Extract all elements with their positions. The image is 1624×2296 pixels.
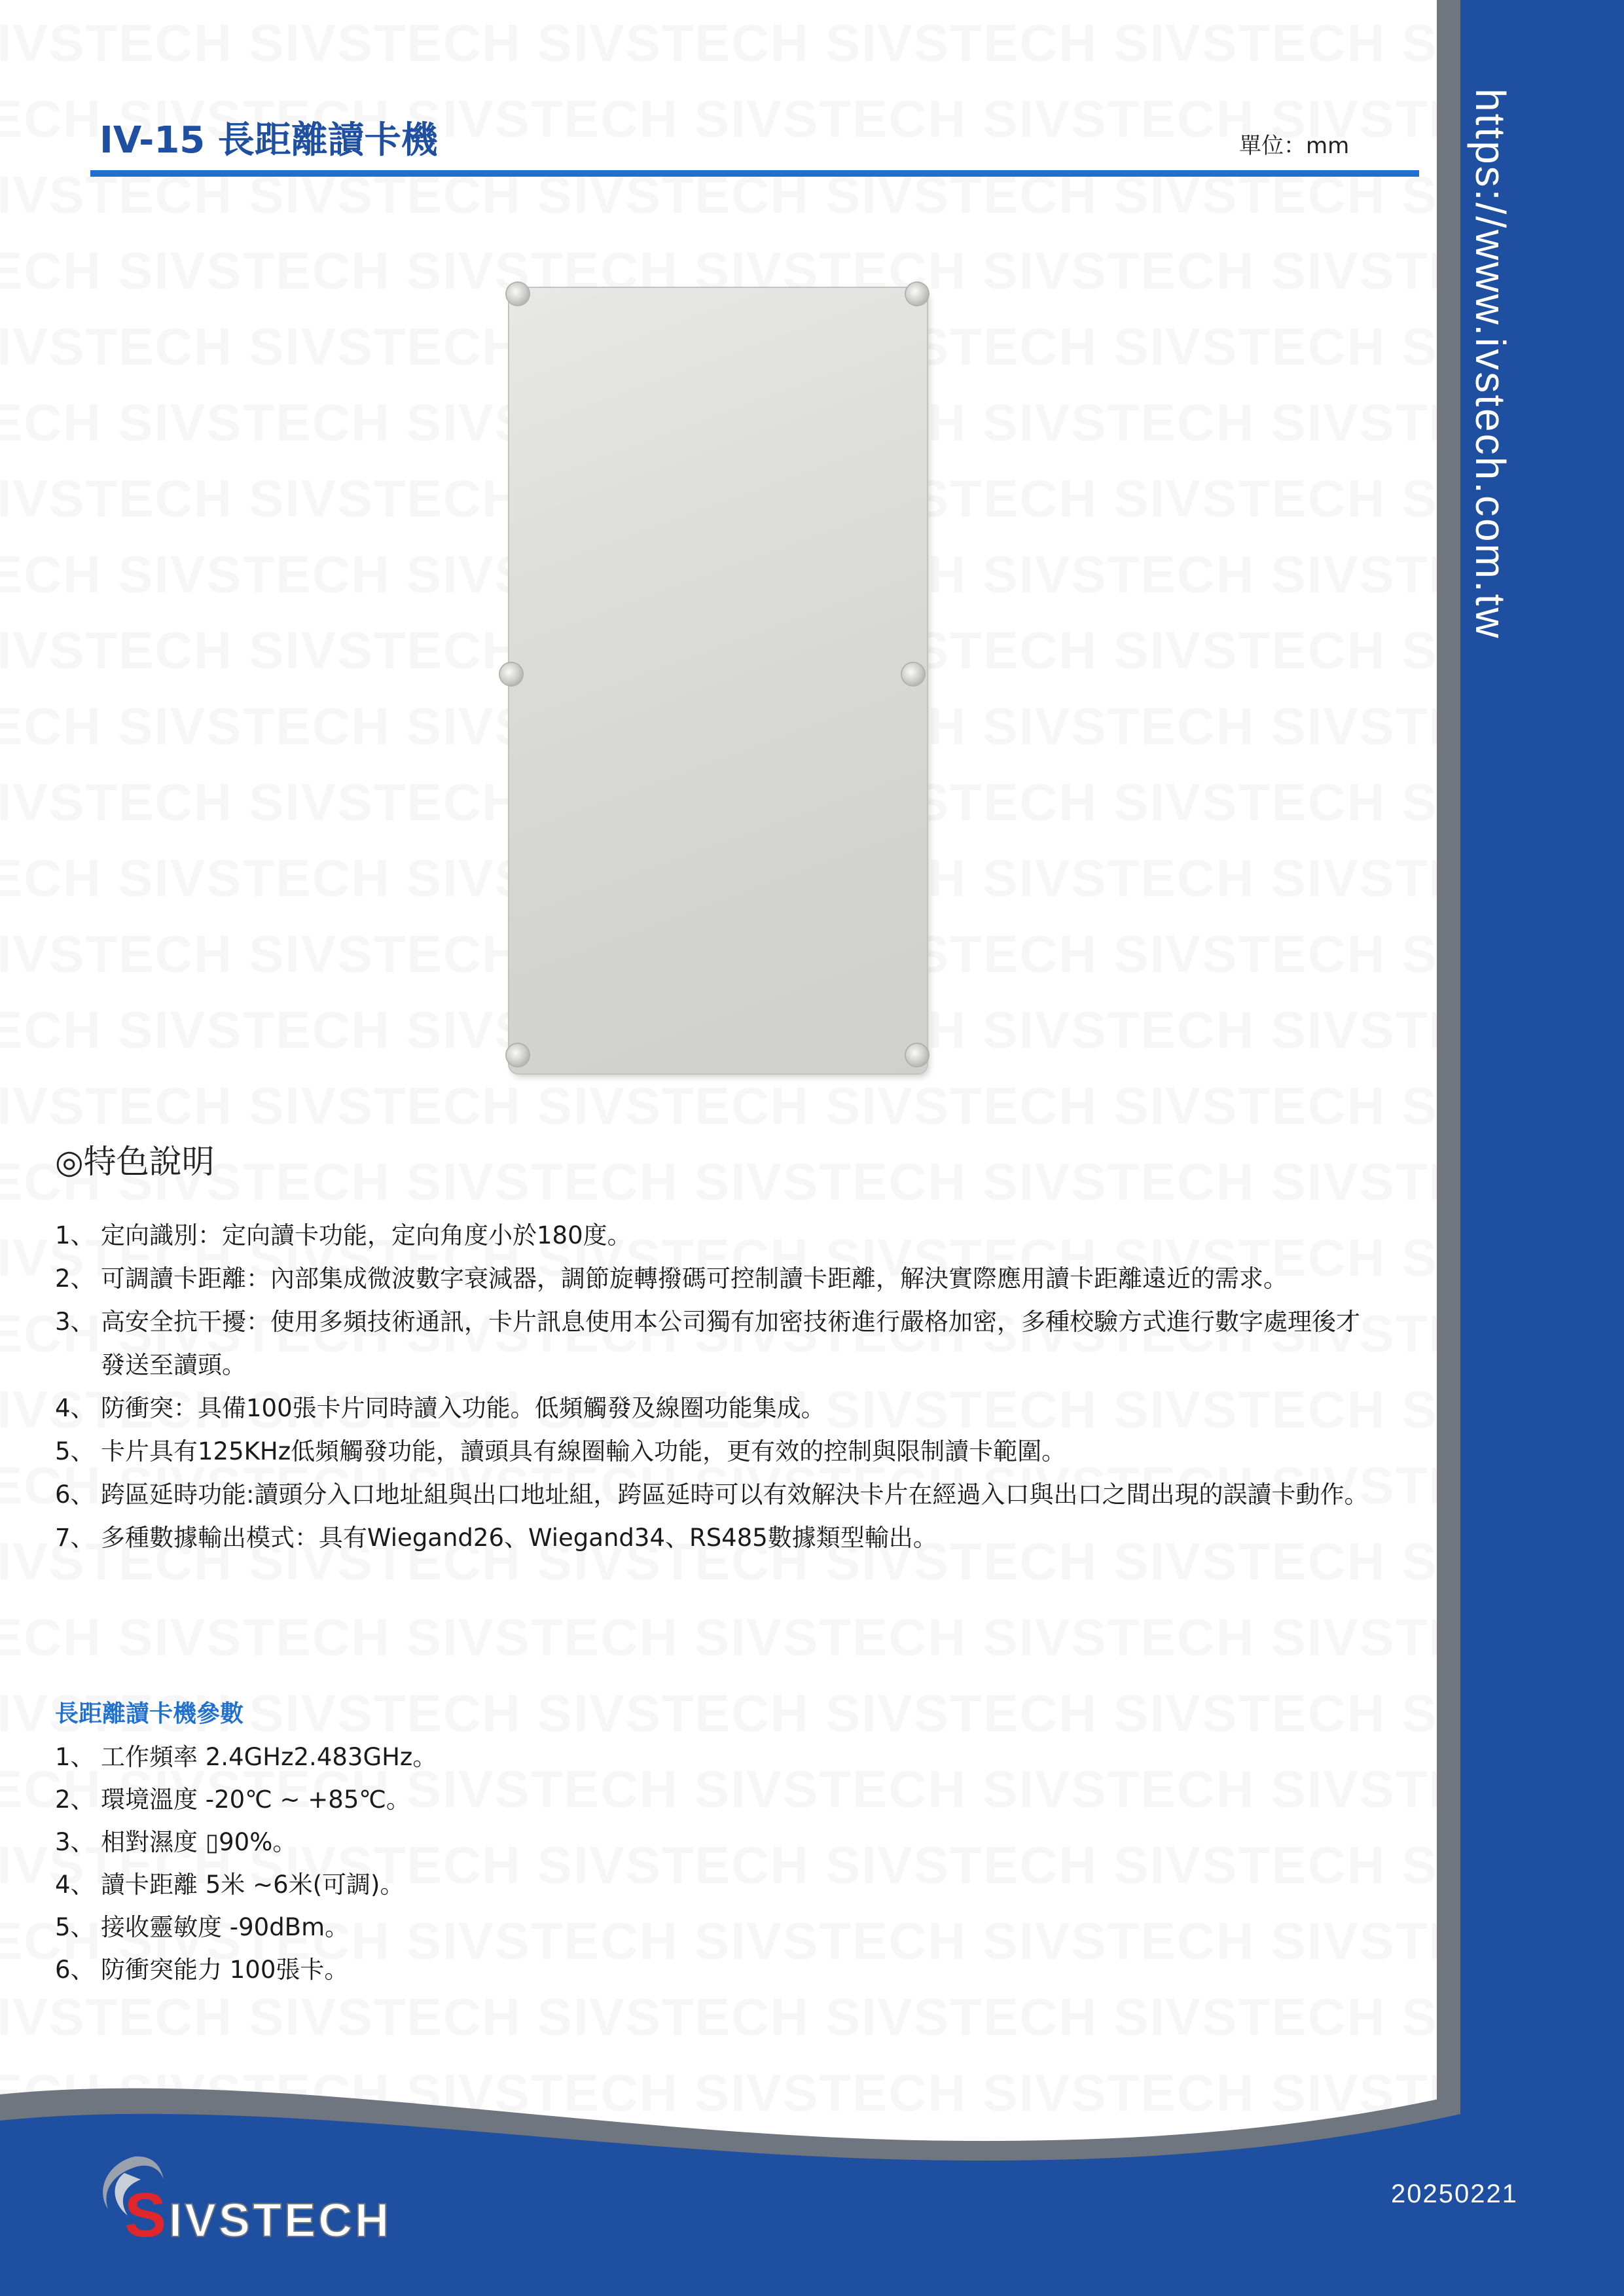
logo-wordmark-rest: IVSTECH bbox=[169, 2195, 392, 2247]
feature-text: 防衝突：具備100張卡片同時讀入功能。低頻觸發及線圈功能集成。 bbox=[101, 1394, 825, 1422]
logo-letter-s: S bbox=[124, 2180, 170, 2250]
features-heading: ◎特色說明 bbox=[55, 1143, 215, 1181]
param-item bbox=[55, 1948, 1233, 1991]
product-photo-reader-panel bbox=[509, 288, 927, 1073]
param-number: 2、 bbox=[55, 1785, 95, 1814]
param-text: 接收靈敏度 -90dBm。 bbox=[101, 1913, 350, 1941]
param-text: 相對濕度 ▯90%。 bbox=[101, 1828, 297, 1856]
feature-text: 可調讀卡距離：內部集成微波數字衰減器，調節旋轉撥碼可控制讀卡距離，解決實際應用讀卡距離遠近的需求。 bbox=[101, 1265, 1288, 1293]
screw-icon bbox=[906, 1044, 928, 1066]
param-item bbox=[55, 1863, 1233, 1906]
header-divider bbox=[90, 170, 1419, 177]
logo-wordmark bbox=[124, 2179, 391, 2251]
features-list bbox=[55, 1214, 1377, 1560]
page-title: IV-15 長距離讀卡機 bbox=[99, 119, 438, 162]
screw-icon bbox=[906, 283, 928, 305]
param-text: 讀卡距離 5米 ~6米(可調)。 bbox=[101, 1871, 405, 1899]
feature-item bbox=[55, 1300, 1377, 1387]
feature-number: 4、 bbox=[55, 1394, 95, 1422]
params-heading: 長距離讀卡機參數 bbox=[55, 1700, 244, 1727]
feature-number: 7、 bbox=[55, 1524, 95, 1552]
feature-number: 2、 bbox=[55, 1265, 95, 1293]
feature-text: 卡片具有125KHz低頻觸發功能，讀頭具有線圈輸入功能，更有效的控制與限制讀卡範圍。 bbox=[101, 1437, 1066, 1465]
watermark-row bbox=[0, 1076, 1440, 1136]
feature-text: 定向識別：定向讀卡功能，定向角度小於180度。 bbox=[101, 1221, 632, 1249]
feature-number: 3、 bbox=[55, 1308, 95, 1336]
feature-text: 多種數據輸出模式：具有Wiegand26、Wiegand34、RS485數據類型輸出。 bbox=[101, 1524, 937, 1552]
feature-text: 跨區延時功能:讀頭分入口地址組與出口地址組，跨區延時可以有效解決卡片在經過入口與出口之間出現的誤讀卡動作。 bbox=[101, 1480, 1369, 1509]
feature-number: 1、 bbox=[55, 1221, 95, 1249]
param-number: 5、 bbox=[55, 1913, 95, 1941]
feature-text: 高安全抗干擾：使用多頻技術通訊，卡片訊息使用本公司獨有加密技術進行嚴格加密，多種校驗方式進行數字處理後才發送至讀頭。 bbox=[101, 1308, 1360, 1379]
param-number: 4、 bbox=[55, 1871, 95, 1899]
watermark-row bbox=[0, 1152, 1440, 1212]
watermark-row bbox=[0, 13, 1440, 73]
website-url[interactable]: https://www.ivstech.com.tw bbox=[1467, 88, 1514, 640]
watermark-row bbox=[0, 1987, 1440, 2047]
right-side-bar-edge bbox=[1437, 0, 1460, 2296]
feature-item bbox=[55, 1387, 1377, 1430]
feature-item bbox=[55, 1214, 1377, 1257]
feature-item bbox=[55, 1257, 1377, 1300]
feature-item bbox=[55, 1516, 1377, 1560]
param-item bbox=[55, 1821, 1233, 1863]
params-list bbox=[55, 1736, 1233, 1991]
screw-icon bbox=[507, 283, 529, 305]
param-number: 1、 bbox=[55, 1743, 95, 1771]
feature-item bbox=[55, 1430, 1377, 1473]
feature-item bbox=[55, 1473, 1377, 1516]
feature-number: 5、 bbox=[55, 1437, 95, 1465]
feature-number: 6、 bbox=[55, 1480, 95, 1509]
screw-icon bbox=[507, 1044, 529, 1066]
param-number: 6、 bbox=[55, 1956, 95, 1984]
screw-icon bbox=[902, 663, 924, 685]
document-date: 20250221 bbox=[1391, 2179, 1518, 2208]
param-item bbox=[55, 1736, 1233, 1778]
param-item bbox=[55, 1778, 1233, 1821]
param-text: 工作頻率 2.4GHz2.483GHz。 bbox=[101, 1743, 437, 1771]
unit-label: 單位：mm bbox=[1239, 133, 1350, 159]
param-text: 環境溫度 -20℃ ~ +85℃。 bbox=[101, 1785, 410, 1814]
watermark-row bbox=[0, 1607, 1440, 1668]
param-text: 防衝突能力 100張卡。 bbox=[101, 1956, 349, 1984]
screw-icon bbox=[500, 663, 522, 685]
param-number: 3、 bbox=[55, 1828, 95, 1856]
param-item bbox=[55, 1906, 1233, 1948]
